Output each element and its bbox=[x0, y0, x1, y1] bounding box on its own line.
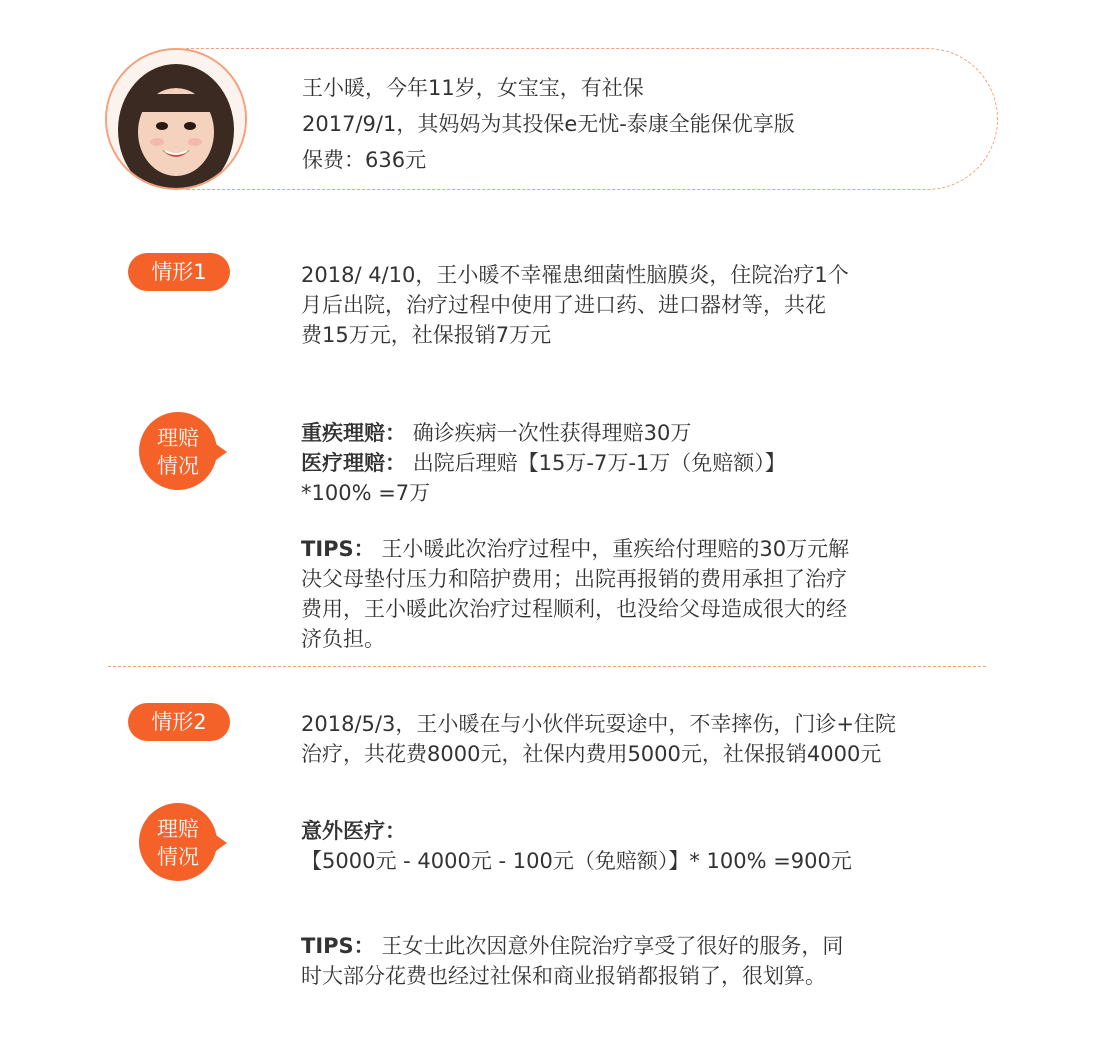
claim-formula: 【5000元 - 4000元 - 100元（免赔额）】* 100% =900元 bbox=[301, 849, 852, 873]
claim-text: 出院后理赔【15万-7万-1万（免赔额）】 bbox=[412, 451, 786, 475]
badge-label bbox=[139, 815, 217, 871]
scenario2-desc-line: 2018/5/3，王小暖在与小伙伴玩耍途中，不幸摔伤，门诊+住院 bbox=[301, 712, 896, 736]
tips-line: 费用，王小暖此次治疗过程顺利，也没给父母造成很大的经 bbox=[301, 597, 847, 621]
claim-label: 重疾理赔： bbox=[301, 421, 406, 445]
scenario1-description bbox=[301, 260, 849, 350]
tips-text: 王小暖此次治疗过程中，重疾给付理赔的30万元解 bbox=[381, 537, 850, 561]
badge-label-line: 情况 bbox=[157, 845, 199, 869]
tips-line: 济负担。 bbox=[301, 627, 385, 651]
scenario1-claims bbox=[301, 418, 786, 508]
medical-claim bbox=[301, 448, 786, 478]
scenario2-description bbox=[301, 709, 896, 769]
profile-line-policy: 2017/9/1，其妈妈为其投保e无忧-泰康全能保优享版 bbox=[302, 112, 795, 136]
tips-text: 王女士此次因意外住院治疗享受了很好的服务，同 bbox=[381, 934, 844, 958]
scenario2-tag: 情形2 bbox=[128, 703, 230, 741]
scenario1-claim-badge bbox=[139, 412, 231, 492]
profile-line-name: 王小暖，今年11岁，女宝宝，有社保 bbox=[302, 76, 644, 100]
critical-illness-claim bbox=[301, 418, 786, 448]
accident-medical-claim bbox=[301, 816, 852, 846]
scenario1-desc-line: 费15万元，社保报销7万元 bbox=[301, 323, 552, 347]
claim-text: 确诊疾病一次性获得理赔30万 bbox=[412, 421, 692, 445]
scenario1-tips bbox=[301, 534, 849, 654]
tips-line: 时大部分花费也经过社保和商业报销都报销了，很划算。 bbox=[301, 964, 826, 988]
scenario1-tag: 情形1 bbox=[128, 253, 230, 291]
profile-line-premium: 保费：636元 bbox=[302, 148, 427, 172]
medical-claim-line2: *100% =7万 bbox=[301, 481, 431, 505]
claim-label: 意外医疗： bbox=[301, 819, 406, 843]
tips-label: TIPS： bbox=[301, 537, 375, 561]
child-portrait-icon bbox=[107, 50, 245, 188]
scenario2-claims bbox=[301, 816, 852, 876]
scenario2-tips bbox=[301, 931, 843, 991]
tips-label: TIPS： bbox=[301, 934, 375, 958]
tips-line: 决父母垫付压力和陪护费用；出院再报销的费用承担了治疗 bbox=[301, 567, 847, 591]
badge-label-line: 情况 bbox=[157, 454, 199, 478]
badge-label bbox=[139, 424, 217, 480]
claim-label: 医疗理赔： bbox=[301, 451, 406, 475]
tips-line bbox=[301, 931, 843, 961]
section-divider bbox=[108, 666, 986, 667]
scenario2-claim-badge bbox=[139, 803, 231, 883]
tips-line bbox=[301, 534, 849, 564]
profile-info bbox=[302, 70, 795, 178]
avatar bbox=[105, 48, 247, 190]
scenario2-desc-line: 治疗，共花费8000元，社保内费用5000元，社保报销4000元 bbox=[301, 742, 882, 766]
badge-label-line: 理赔 bbox=[157, 817, 199, 841]
badge-label-line: 理赔 bbox=[157, 426, 199, 450]
scenario1-desc-line: 月后出院，治疗过程中使用了进口药、进口器材等，共花 bbox=[301, 293, 826, 317]
scenario1-desc-line: 2018/ 4/10，王小暖不幸罹患细菌性脑膜炎，住院治疗1个 bbox=[301, 263, 849, 287]
